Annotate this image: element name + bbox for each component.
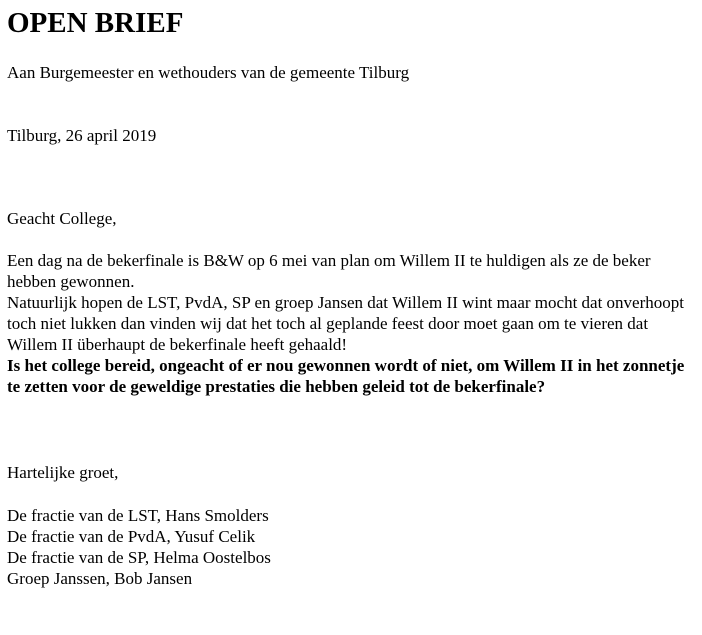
date-line: Tilburg, 26 april 2019 xyxy=(7,126,157,145)
letter-title: OPEN BRIEF xyxy=(7,7,184,39)
signatory-sp: De fractie van de SP, Helma Oostelbos xyxy=(7,548,271,567)
addressee: Aan Burgemeester en wethouders van de gemeente Tilburg xyxy=(7,63,410,82)
salutation: Geacht College, xyxy=(7,209,117,228)
signatory-list xyxy=(7,505,271,589)
body-paragraph-2: Natuurlijk hopen de LST, PvdA, SP en groep Jansen dat Willem II wint maar mocht dat onverhoopt toch niet lukken dan vinden wij dat het toch al geplande feest door moet gaan om te vieren dat Willem II überhaupt de bekerfinale heeft gehaald! xyxy=(7,293,684,354)
signatory-lst: De fractie van de LST, Hans Smolders xyxy=(7,506,269,525)
letter-body xyxy=(7,250,687,397)
body-paragraph-1: Een dag na de bekerfinale is B&W op 6 mei van plan om Willem II te huldigen als ze de beker hebben gewonnen. xyxy=(7,251,651,291)
signatory-groep-janssen: Groep Janssen, Bob Jansen xyxy=(7,569,193,588)
closing: Hartelijke groet, xyxy=(7,463,119,482)
signatory-pvda: De fractie van de PvdA, Yusuf Celik xyxy=(7,527,256,546)
body-question: Is het college bereid, ongeacht of er nou gewonnen wordt of niet, om Willem II in het zonnetje te zetten voor de geweldige prestaties die hebben geleid tot de bekerfinale? xyxy=(7,356,685,396)
